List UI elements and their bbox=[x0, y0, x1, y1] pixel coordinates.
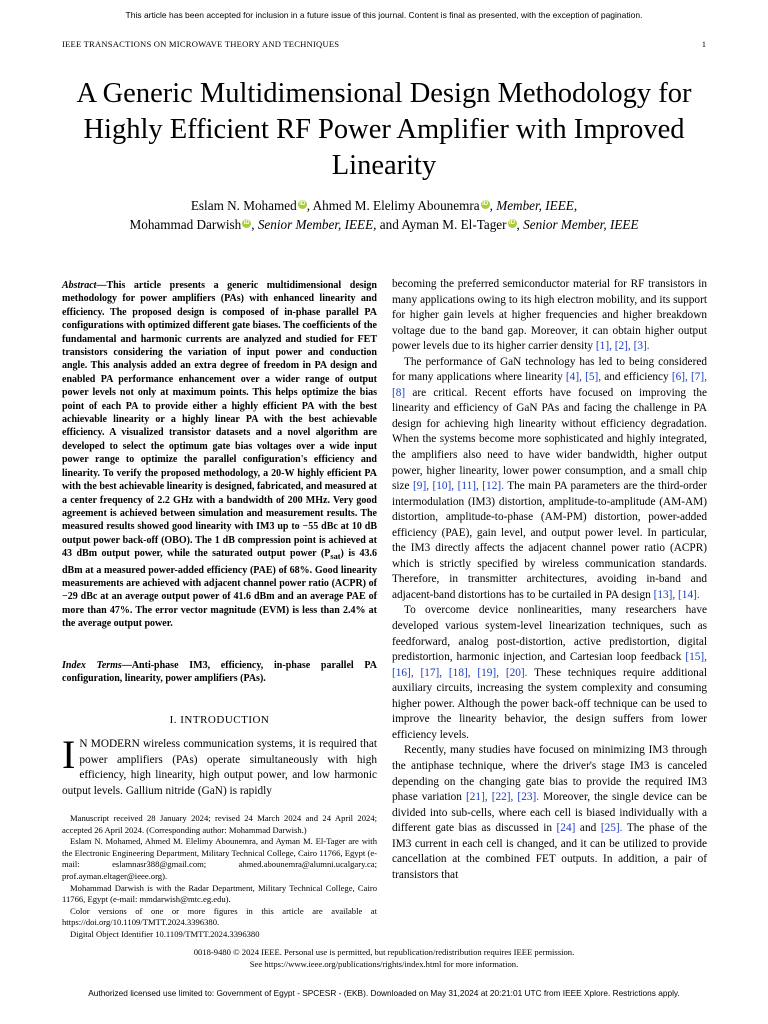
orcid-icon[interactable]: iD bbox=[299, 200, 306, 207]
abstract-text: This article presents a generic multidimensional design methodology for power amplifiers (PAs) with enhanced linearity and efficiency. The proposed design is composed of in-phase parallel PA configurations with optimized different gate biases. The coefficients of the fundamental and harmonic currents are analyzed and studied for FET transistors considering the variation of input power and conduction angle. This analysis added an extra degree of freedom in PA design and enabled PA performance enhancement over a wider range of output power levels not only at maximum points. This helps optimize the bias point of each PA to provide either a highly efficient PA with the best achievable linearity or a highly linear PA with the best achievable efficiency. A visualized transistor datasets and a novel algorithm are developed to select the optimum gate bias voltages over a wide input power range to optimize the parallel configuration's efficiency and linearity. To verify the proposed methodology, a 20-W highly efficient PA with the best achievable linearity is designed, fabricated, and measured at a center frequency of 2.2 GHz with a bandwidth of 200 MHz. Very good agreement is achieved between simulation and measurement results. The measured results showed good linearity with IM3 up to −55 dBc at 10 dB output power back-off (OBO). The 1 dB compression point is achieved at 43 dBm output power, while the saturated output power (P bbox=[62, 280, 377, 560]
orcid-icon[interactable]: iD bbox=[243, 219, 250, 226]
page-number: 1 bbox=[701, 39, 706, 49]
dash: — bbox=[96, 280, 107, 291]
dash: — bbox=[121, 660, 132, 671]
separator: , bbox=[516, 217, 524, 232]
paragraph bbox=[392, 277, 707, 355]
author-name: Mohammad Darwish bbox=[129, 217, 242, 232]
citation-link[interactable]: [4], [5], bbox=[565, 371, 602, 384]
index-terms-label: Index Terms bbox=[62, 660, 122, 671]
separator: , bbox=[251, 217, 258, 232]
author-role: Member, IEEE bbox=[496, 198, 574, 213]
running-head: IEEE TRANSACTIONS ON MICROWAVE THEORY AND TECHNIQUES bbox=[62, 39, 340, 49]
paragraph bbox=[392, 743, 707, 883]
orcid-icon[interactable]: iD bbox=[509, 219, 516, 226]
paragraph bbox=[392, 603, 707, 743]
author-list bbox=[40, 196, 728, 234]
text: The phase of the IM3 current in each cell is changed, and it can be utilized to provide cancellation at the combined FET outputs. In addition, a pair of transistors that bbox=[392, 822, 707, 881]
author-role: Senior Member, IEEE bbox=[523, 217, 639, 232]
text: The performance of GaN technology has led to being considered for many applications where linearity bbox=[392, 355, 707, 384]
abstract bbox=[62, 279, 377, 631]
text: becoming the preferred semiconductor material for RF transistors in many applications owing to its high electron mobility, and its support for higher gain levels at higher frequencies and higher breakdown voltage due to the band gap. Moreover, it can obtain higher output power levels due to its higher carrier density bbox=[392, 278, 707, 353]
footnote-affiliation: Eslam N. Mohamed, Ahmed M. Elelimy Abounemra, and Ayman M. El-Tager are with the Electronic Engineering Department, Military Technical College, Cairo 11766, Egypt (e-mail: eslamnasr388@gmail.com; ahmed.abounemra@alumni.ucalgary.ca; prof.ayman.eltager@ieee.org). bbox=[62, 836, 377, 881]
citation-link[interactable]: [15], [16], [17], [18], [19], [20]. bbox=[392, 651, 707, 679]
separator: , and bbox=[373, 217, 402, 232]
drop-cap: I bbox=[62, 732, 76, 777]
text: The main PA parameters are the third-order intermodulation (IM3) distortion, amplitude-to-amplitude (AM-AM) distortion, amplitude-to-phase (AM-PM) distortion, power-added efficiency (PAE), gain level, and output power level. In particular, the IM3 directly affects the adjacent channel power ratio (ACPR) which is strictly specified by wireless communication standards. Therefore, in transmitter architectures, avoiding in-band and adjacent-band distortions has to be curtailed in PA design bbox=[392, 480, 707, 601]
text: Recently, many studies have focused on minimizing IM3 through the antiphase technique, where the driver's stage IM3 is canceled depending on the changing gate bias to provide the required IM3 phase variation bbox=[392, 744, 707, 804]
author-name: Ahmed M. Elelimy Abounemra bbox=[312, 198, 480, 213]
index-terms-text: Anti-phase IM3, efficiency, in-phase parallel PA configuration, linearity, power amplifiers (PAs). bbox=[62, 660, 377, 685]
citation-link[interactable]: [6], [7], [8] bbox=[392, 371, 708, 399]
text: are critical. Recent efforts have focused on improving the linearity and efficiency of GaN PAs and facing the challenge in PA design for achieving high linearity without efficiency degradation. When the systems become more sophisticated and highly integrated, the amplifiers also need to have wider bandwidth, higher output power, higher linearity, lower power consumption, and a small chip size bbox=[392, 386, 707, 493]
paragraph bbox=[392, 355, 707, 604]
footnote-doi: Digital Object Identifier 10.1109/TMTT.2024.3396380 bbox=[70, 928, 260, 939]
intro-text: wireless communication systems, it is required that power amplifiers (PAs) operate simultaneously with high efficiency, high linearity, high output power, and low harmonic output levels. Gallium nitride (GaN) is rapidly bbox=[62, 738, 377, 797]
citation-link[interactable]: [25]. bbox=[600, 822, 623, 835]
citation-link[interactable]: [1], [2], [3]. bbox=[595, 340, 650, 353]
separator: , bbox=[489, 198, 497, 213]
abstract-label: Abstract bbox=[62, 280, 97, 291]
section-heading: I. INTRODUCTION bbox=[169, 714, 270, 726]
right-column bbox=[392, 277, 707, 883]
author-name: Eslam N. Mohamed bbox=[190, 198, 297, 213]
footnote-color: Color versions of one or more figures in this article are available at https://doi.org/10.1109/TMTT.2024.3396380. bbox=[62, 905, 377, 928]
separator: , bbox=[573, 198, 578, 213]
citation-link[interactable]: [21], [22], [23]. bbox=[466, 791, 540, 804]
text: Moreover, the single device can be divided into sub-cells, where each cell is biased individually with a different gate bias as discussed in bbox=[392, 791, 707, 835]
intro-first-word: N MODERN bbox=[79, 738, 140, 750]
rights-link[interactable]: See https://www.ieee.org/publications/rights/index.html for more information. bbox=[249, 959, 519, 969]
text: To overcome device nonlinearities, many researchers have developed various system-level linearization techniques, such as feedforward, analog post-distortion, active predistortion, digital predistortion, harmonic injection, and Cartesian loop feedback bbox=[392, 604, 707, 664]
paper-title: A Generic Multidimensional Design Methodology for Highly Efficient RF Power Amplifier with Improved Linearity bbox=[76, 78, 692, 181]
text: and efficiency bbox=[601, 371, 672, 384]
footnotes bbox=[62, 813, 377, 941]
text: These techniques require additional auxiliary circuits, increasing the system complexity and consuming higher power. Although the power back-off technique can be used to improve the linearity behavior, the design suffers from lower efficiency levels. bbox=[392, 666, 707, 741]
intro-paragraph bbox=[62, 732, 377, 799]
index-terms bbox=[62, 659, 377, 686]
text: and bbox=[575, 822, 601, 835]
psat-subscript: sat bbox=[330, 552, 341, 562]
separator: , bbox=[306, 198, 313, 213]
author-role: Senior Member, IEEE bbox=[257, 217, 374, 232]
orcid-icon[interactable]: iD bbox=[482, 200, 489, 207]
author-name: Ayman M. El-Tager bbox=[401, 217, 507, 232]
citation-link[interactable]: [9], [10], [11], [12]. bbox=[413, 480, 504, 493]
citation-link[interactable]: [24] bbox=[556, 822, 576, 835]
copyright-notice bbox=[0, 946, 768, 970]
copyright-line: 0018-9480 © 2024 IEEE. Personal use is permitted, but republication/redistribution requires IEEE permission. bbox=[193, 947, 575, 957]
acceptance-note: This article has been accepted for inclusion in a future issue of this journal. Content is final as presented, with the exception of pagination. bbox=[125, 10, 643, 20]
citation-link[interactable]: [13], [14]. bbox=[653, 588, 700, 601]
license-footer: Authorized licensed use limited to: Government of Egypt - SPCESR - (EKB). Downloaded on May 31,2024 at 20:21:01 UTC from IEEE Xplore. Restrictions apply. bbox=[88, 988, 680, 998]
abstract-text-cont: ) is 43.6 dBm at a measured power-added efficiency (PAE) of 68%. Good linearity measurements are achieved with adjacent channel power ratio (ACPR) of −29 dBc at an average output power of 41.6 dBm and an average PAE of more than 47%. The error vector magnitude (EVM) is less than 2.4% at the average output power. bbox=[62, 548, 377, 630]
footnote-manuscript: Manuscript received 28 January 2024; revised 24 March 2024 and 24 April 2024; accepted 26 April 2024. (Corresponding author: Mohammad Darwish.) bbox=[62, 813, 377, 835]
footnote-affiliation: Mohammad Darwish is with the Radar Department, Military Technical College, Cairo 11766, Egypt (e-mail: mmdarwish@mtc.eg.edu). bbox=[62, 882, 377, 905]
